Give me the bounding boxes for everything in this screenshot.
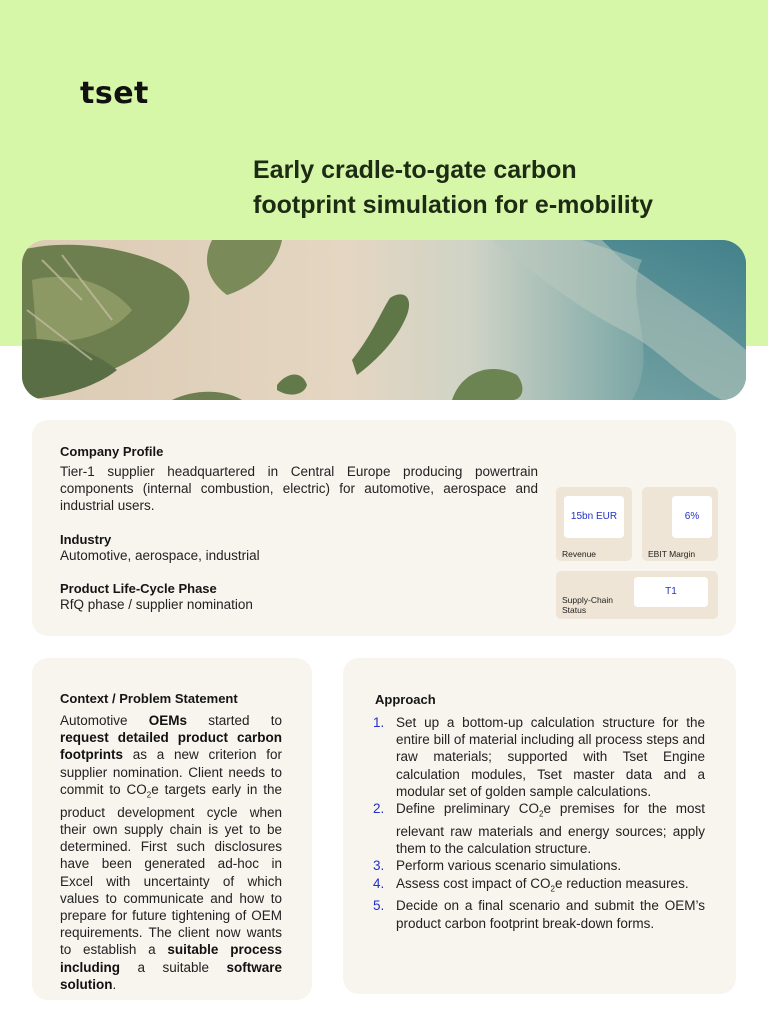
context-subscript: 2 — [146, 790, 152, 800]
life-cycle-phase-text: RfQ phase / supplier nomination — [60, 597, 253, 612]
step-number: 2. — [373, 801, 385, 817]
approach-step — [373, 800, 705, 857]
step-number: 4. — [373, 875, 385, 891]
supply-chain-label-line-1: Supply-Chain — [562, 595, 614, 605]
ebit-margin-label: EBIT Margin — [648, 549, 696, 559]
step-number: 5. — [373, 898, 385, 914]
step-text-part: e premises for the most relevant raw materials and energy sources; apply them to the calculation structure. — [396, 801, 705, 857]
company-profile-heading: Company Profile — [60, 444, 164, 459]
context-text-part: Automotive — [60, 713, 149, 728]
context-emphasis: software solution — [60, 959, 282, 992]
context-text-part: started to — [187, 713, 282, 728]
title-line-2: footprint simulation for e-mobility — [253, 191, 653, 219]
supply-chain-value: T1 — [634, 577, 708, 607]
supply-chain-label-line-2: Status — [562, 605, 587, 615]
context-emphasis: OEMs — [148, 713, 188, 728]
company-profile-text: Tier-1 supplier headquartered in Central Europe producing powertrain components (internal combustion, electric) for automotive, aerospace and industrial users. — [60, 464, 538, 513]
ebit-margin-stat — [642, 487, 718, 561]
approach-step — [373, 875, 705, 898]
approach-heading: Approach — [375, 692, 436, 707]
title-line-1: Early cradle-to-gate carbon — [253, 156, 577, 184]
approach-step — [373, 857, 705, 874]
step-subscript: 2 — [550, 884, 555, 894]
step-subscript: 2 — [539, 809, 544, 819]
step-text-part: e reduction measures. — [555, 875, 689, 891]
step-text-part: Assess cost impact of CO — [396, 875, 551, 891]
context-text-part: as a new criterion for supplier nomination. Client needs to commit to CO — [60, 747, 282, 797]
approach-card — [343, 658, 736, 994]
tset-logo: tset — [80, 76, 149, 111]
step-number: 3. — [373, 858, 385, 874]
ebit-margin-value: 6% — [672, 496, 712, 538]
step-text: Decide on a final scenario and submit the OEM’s product carbon footprint break-down forms. — [396, 898, 705, 931]
supply-chain-label — [562, 595, 613, 615]
step-text — [396, 875, 705, 898]
context-text-part: e targets early in the product development cycle when their own supply chain is yet to be determined. First such disclosures have been generated ad-hoc in Excel with uncertainty of which values to communicate and how to prepare for future tightening of OEM requirements. The client now wants to establish a — [60, 781, 282, 958]
supply-chain-stat — [556, 571, 718, 619]
company-profile-card — [32, 420, 736, 636]
context-emphasis: request detailed product carbon footprints — [60, 730, 282, 763]
approach-step — [373, 714, 705, 800]
context-text-part: . — [112, 976, 117, 992]
context-emphasis: suitable process including — [60, 942, 282, 975]
page-title — [253, 153, 723, 223]
life-cycle-phase-heading: Product Life-Cycle Phase — [60, 581, 217, 596]
context-text — [60, 712, 282, 993]
approach-steps-list — [373, 714, 705, 932]
hero-aerial-image — [22, 240, 746, 400]
revenue-label: Revenue — [562, 549, 597, 559]
context-text-part: a suitable — [120, 959, 227, 975]
approach-step — [373, 897, 705, 931]
industry-heading: Industry — [60, 532, 112, 547]
step-number: 1. — [373, 715, 385, 730]
step-text-part: Define preliminary CO — [396, 801, 540, 817]
industry-text: Automotive, aerospace, industrial — [60, 548, 260, 563]
context-card — [32, 658, 312, 1000]
step-text — [396, 800, 705, 857]
step-text: Perform various scenario simulations. — [396, 858, 622, 874]
revenue-value: 15bn EUR — [564, 496, 624, 538]
context-heading: Context / Problem Statement — [60, 691, 238, 706]
revenue-stat — [556, 487, 632, 561]
step-text: Set up a bottom-up calculation structure for the entire bill of material including all process steps and raw materials; supported with Tset Engine calculation modules, Tset master data and a modular set of golden sample calculations. — [396, 715, 705, 799]
